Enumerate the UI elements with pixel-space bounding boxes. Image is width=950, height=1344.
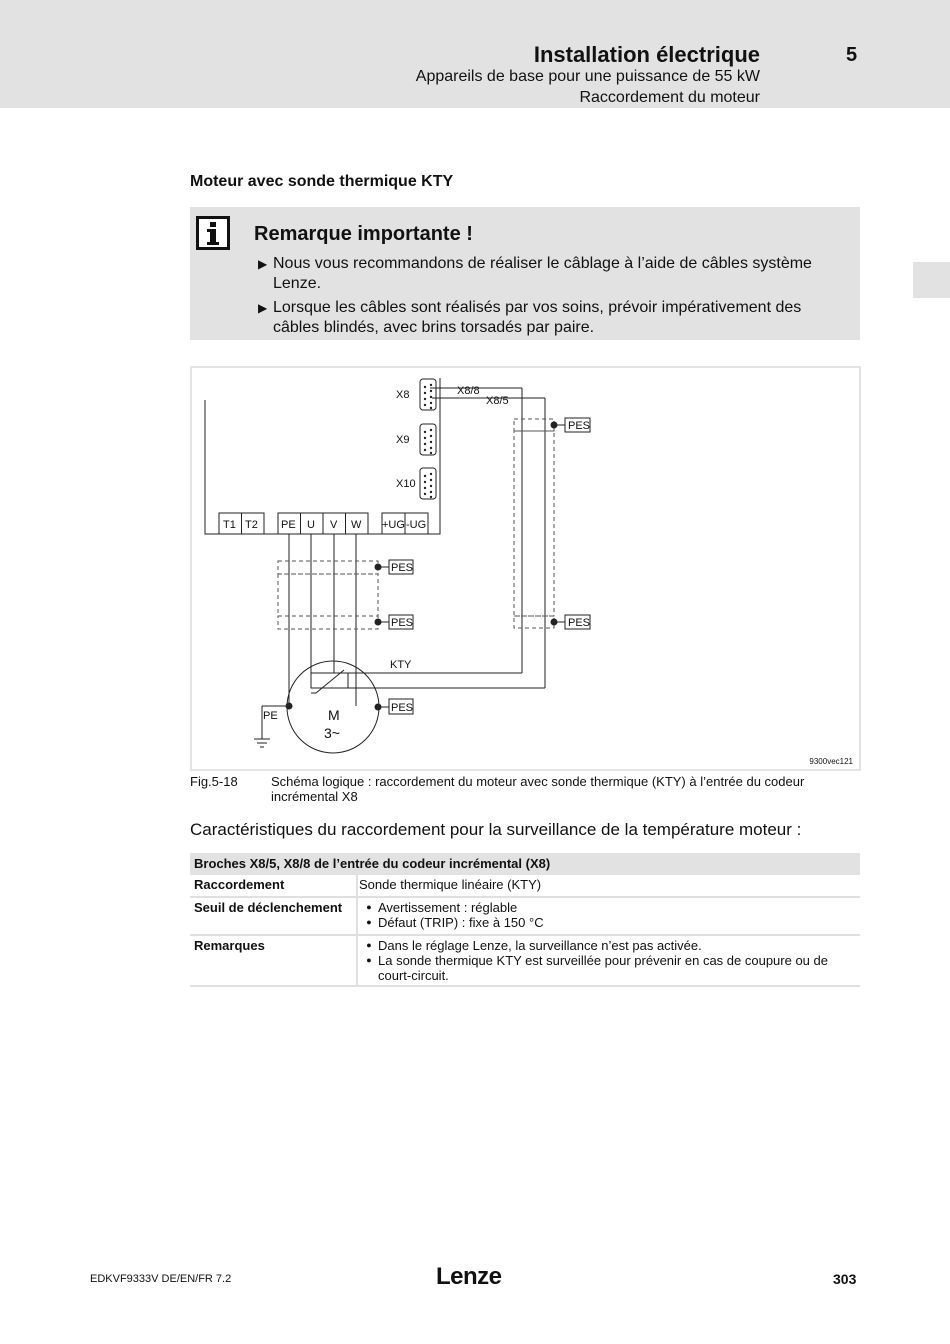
figure-code: 9300vec121 (809, 757, 853, 766)
connector-x9-label: X9 (396, 434, 410, 446)
connector-x8-label: X8 (396, 389, 410, 401)
terminal-pe: PE (281, 519, 296, 531)
bullet-icon: ● (366, 940, 372, 950)
terminal-t2: T2 (245, 519, 258, 531)
table-row (190, 875, 860, 898)
pes-label: PES (391, 562, 414, 574)
motor-label: M (328, 707, 340, 723)
terminal-ug-plus: +UG (382, 519, 405, 531)
thumb-index-tab (913, 262, 950, 298)
chapter-number: 5 (846, 44, 858, 66)
bullet-icon: ● (366, 955, 372, 965)
pin-x8-5-label: X8/5 (486, 395, 509, 407)
figure-caption: Schéma logique : raccordement du moteur avec sonde thermique (KTY) à l’entrée du codeur incrémental X8 (271, 774, 805, 804)
lenze-logo: Lenze (436, 1263, 502, 1290)
table-row (190, 936, 860, 987)
wiring-diagram-figure (190, 366, 861, 771)
chapter-subtitle: Appareils de base pour une puissance de 55 kW (415, 68, 760, 85)
info-icon (196, 216, 230, 250)
note-title: Remarque importante ! (254, 223, 473, 245)
characteristics-heading: Caractéristiques du raccordement pour la surveillance de la température moteur : (190, 820, 802, 839)
note-item-text: Nous vous recommandons de réaliser le câblage à l’aide de câbles système Lenze. (273, 255, 812, 292)
row-value (358, 936, 860, 985)
pin-x8-8-label: X8/8 (457, 385, 480, 397)
note-item-text: Lorsque les câbles sont réalisés par vos soins, prévoir impérativement des câbles blindés, avec brins torsadés par paire. (273, 299, 802, 336)
kty-label: KTY (390, 659, 412, 671)
table-row (190, 898, 860, 936)
terminal-ug-minus: -UG (406, 519, 427, 531)
section-heading: Moteur avec sonde thermique KTY (190, 173, 454, 190)
list-item (360, 953, 856, 983)
important-note (190, 207, 860, 340)
section-subtitle: Raccordement du moteur (579, 89, 760, 106)
list-item-text: Avertissement : réglable (378, 900, 518, 915)
row-label: Raccordement (190, 875, 358, 896)
motor-phase-label: 3~ (324, 725, 340, 741)
pes-label: PES (391, 702, 414, 714)
header-band (0, 0, 950, 108)
wiring-diagram (192, 368, 859, 769)
figure-number: Fig.5-18 (190, 774, 238, 789)
triangle-bullet-icon: ▶ (258, 301, 268, 315)
row-value: Sonde thermique linéaire (KTY) (359, 877, 542, 892)
list-item-text: Défaut (TRIP) : fixe à 150 °C (378, 915, 544, 930)
row-value (358, 898, 860, 934)
pes-label: PES (391, 617, 414, 629)
document-id: EDKVF9333V DE/EN/FR 7.2 (90, 1273, 232, 1285)
connector-x10-label: X10 (396, 478, 416, 490)
table-header: Broches X8/5, X8/8 de l’entrée du codeur incrémental (X8) (190, 853, 860, 875)
list-item (360, 938, 856, 953)
terminal-t1: T1 (223, 519, 236, 531)
list-item (360, 900, 856, 915)
triangle-bullet-icon: ▶ (258, 257, 268, 271)
bullet-icon: ● (366, 917, 372, 927)
list-item-text: La sonde thermique KTY est surveillée pour prévenir en cas de coupure ou de court-circuit. (378, 953, 828, 983)
terminal-w: W (351, 519, 362, 531)
pes-label: PES (568, 420, 591, 432)
terminal-v: V (330, 519, 338, 531)
pes-label: PES (568, 617, 591, 629)
note-item (258, 298, 848, 338)
row-label: Remarques (190, 936, 358, 985)
chapter-title: Installation électrique (533, 42, 760, 67)
ground-pe-label: PE (263, 710, 278, 722)
row-label: Seuil de déclenchement (190, 898, 358, 934)
list-item (360, 915, 856, 930)
bullet-icon: ● (366, 902, 372, 912)
note-item (258, 254, 848, 294)
list-item-text: Dans le réglage Lenze, la surveillance n’est pas activée. (378, 938, 702, 953)
terminal-u: U (307, 519, 315, 531)
page-number: 303 (833, 1271, 857, 1287)
characteristics-table (190, 853, 860, 987)
